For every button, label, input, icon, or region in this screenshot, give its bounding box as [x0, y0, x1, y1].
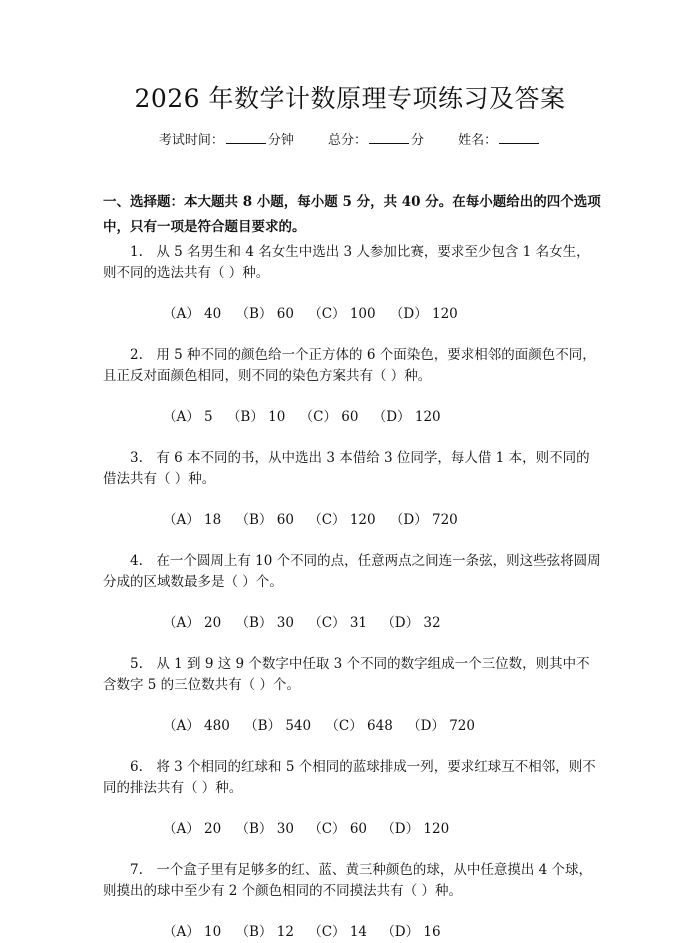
- question-stem: 4. 在一个圆周上有 10 个不同的点，任意两点之间连一条弦，则这些弦将圆周分成的区域数最多是（ ）个。: [103, 553, 601, 590]
- option-a: （A） 18: [163, 512, 222, 528]
- section-heading-line-2: 中，只有一项是符合题目要求的。: [103, 219, 306, 235]
- question-item: [103, 345, 603, 428]
- total-score-field: [328, 131, 424, 151]
- question-item: [103, 860, 603, 943]
- answer-options: [103, 716, 603, 737]
- question-item: [103, 654, 603, 737]
- option-d: （D） 120: [381, 821, 450, 837]
- total-score-blank: [369, 131, 409, 144]
- option-b: （B） 60: [235, 306, 294, 322]
- total-score-unit: 分: [411, 133, 425, 148]
- option-d: （D） 120: [389, 306, 458, 322]
- question-stem: 2. 用 5 种不同的颜色给一个正方体的 6 个面染色，要求相邻的面颜色不同，且正反对面颜色相同，则不同的染色方案共有（ ）种。: [103, 347, 596, 384]
- section-heading: [103, 190, 603, 240]
- option-a: （A） 480: [163, 718, 230, 734]
- page-title: 2026 年数学计数原理专项练习及答案: [134, 84, 566, 113]
- option-c: （C） 120: [308, 512, 376, 528]
- option-b: （B） 60: [235, 512, 294, 528]
- option-d: （D） 16: [381, 924, 441, 940]
- answer-options: [103, 819, 603, 840]
- option-a: （A） 5: [163, 409, 213, 425]
- question-stem: 3. 有 6 本不同的书，从中选出 3 本借给 3 位同学，每人借 1 本，则不同的借法共有（ ）种。: [103, 450, 590, 487]
- option-b: （B） 30: [235, 821, 294, 837]
- name-label: 姓名：: [458, 133, 498, 148]
- option-a: （A） 20: [163, 615, 222, 631]
- question-item: [103, 448, 603, 531]
- option-c: （C） 648: [325, 718, 393, 734]
- option-a: （A） 20: [163, 821, 222, 837]
- name-field: [458, 131, 541, 151]
- option-b: （B） 10: [226, 409, 286, 425]
- option-d: （D） 32: [381, 615, 441, 631]
- answer-options: [103, 407, 603, 428]
- option-d: （D） 720: [407, 718, 475, 734]
- total-score-label: 总分：: [327, 133, 367, 148]
- exam-time-field: [159, 131, 294, 151]
- option-c: （C） 100: [308, 306, 376, 322]
- exam-time-label: 考试时间：: [158, 133, 224, 148]
- question-stem: 7. 一个盒子里有足够多的红、蓝、黄三种颜色的球，从中任意摸出 4 个球，则摸出的球中至少有 2 个颜色相同的不同摸法共有（ ）种。: [103, 862, 593, 899]
- question-list: [103, 242, 603, 943]
- question-stem: 5. 从 1 到 9 这 9 个数字中任取 3 个不同的数字组成一个三位数，则其中不含数字 5 的三位数共有（ ）个。: [103, 656, 590, 693]
- answer-options: [103, 304, 603, 325]
- answer-options: [103, 922, 603, 943]
- question-stem: 6. 将 3 个相同的红球和 5 个相同的蓝球排成一列，要求红球互不相邻，则不同的排法共有（ ）种。: [103, 759, 596, 796]
- question-stem: 1. 从 5 名男生和 4 名女生中选出 3 人参加比赛，要求至少包含 1 名女生，则不同的选法共有（ ）种。: [103, 244, 590, 281]
- option-c: （C） 14: [308, 924, 368, 940]
- option-c: （C） 60: [308, 821, 368, 837]
- option-d: （D） 120: [372, 409, 441, 425]
- question-item: [103, 242, 603, 325]
- name-blank: [499, 131, 539, 144]
- option-b: （B） 540: [244, 718, 312, 734]
- option-a: （A） 40: [163, 306, 222, 322]
- option-a: （A） 10: [163, 924, 222, 940]
- question-item: [103, 757, 603, 840]
- section-heading-line-1: 一、选择题：本大题共 8 小题，每小题 5 分，共 40 分。在每小题给出的四个选项: [103, 194, 601, 210]
- option-d: （D） 720: [389, 512, 458, 528]
- question-item: [103, 551, 603, 634]
- option-b: （B） 12: [235, 924, 294, 940]
- exam-info-line: [0, 131, 700, 151]
- answer-options: [103, 613, 603, 634]
- option-c: （C） 31: [308, 615, 368, 631]
- option-c: （C） 60: [299, 409, 359, 425]
- exam-time-unit: 分钟: [267, 133, 294, 148]
- answer-options: [103, 510, 603, 531]
- exam-time-blank: [226, 131, 266, 144]
- option-b: （B） 30: [235, 615, 294, 631]
